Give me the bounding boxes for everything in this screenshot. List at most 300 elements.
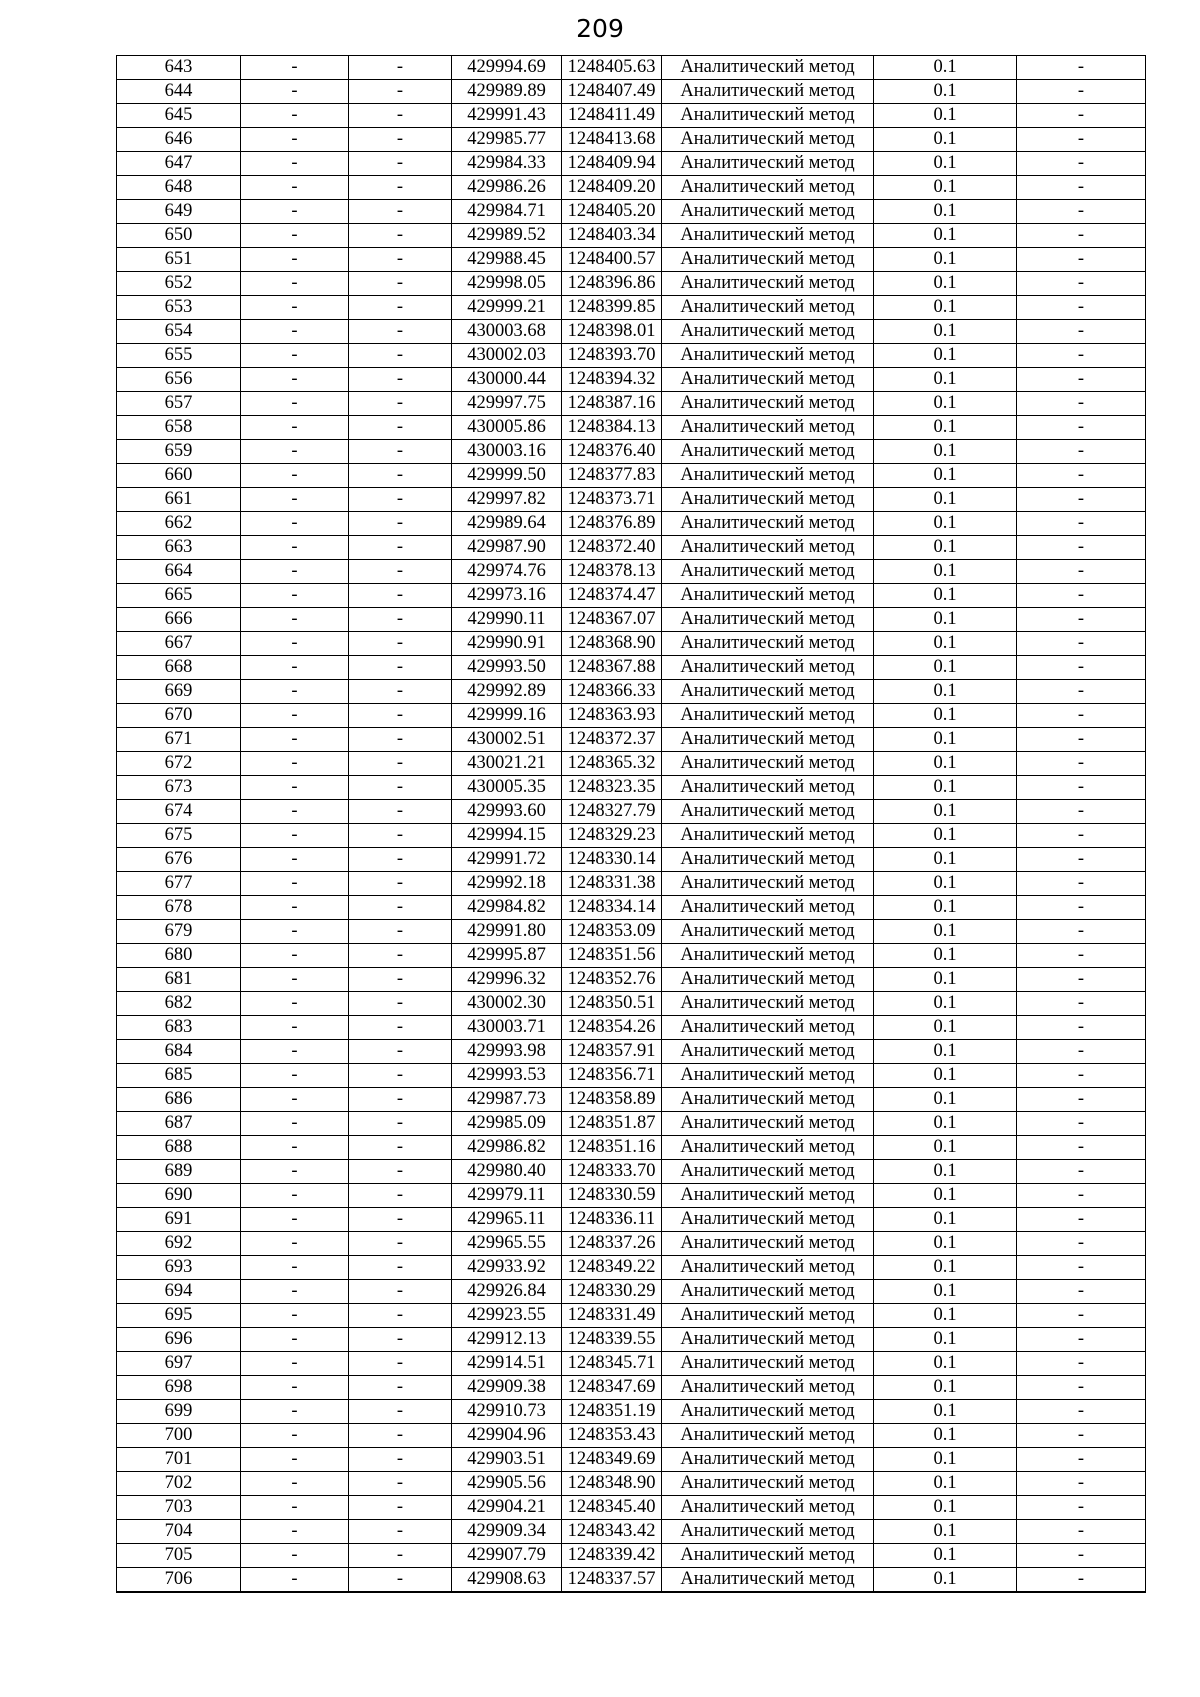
point-number-cell: 682 bbox=[117, 992, 241, 1016]
accuracy-cell: 0.1 bbox=[874, 1568, 1017, 1593]
accuracy-cell: 0.1 bbox=[874, 128, 1017, 152]
table-row bbox=[117, 1064, 1146, 1088]
accuracy-cell: 0.1 bbox=[874, 992, 1017, 1016]
dash-cell: - bbox=[349, 128, 452, 152]
y-coordinate-cell: 1248349.69 bbox=[562, 1448, 662, 1472]
accuracy-cell: 0.1 bbox=[874, 1400, 1017, 1424]
dash-cell: - bbox=[1017, 488, 1146, 512]
x-coordinate-cell: 429995.87 bbox=[452, 944, 562, 968]
dash-cell: - bbox=[241, 1304, 349, 1328]
point-number-cell: 692 bbox=[117, 1232, 241, 1256]
method-cell: Аналитический метод bbox=[662, 1568, 874, 1593]
table-row bbox=[117, 1472, 1146, 1496]
x-coordinate-cell: 429985.77 bbox=[452, 128, 562, 152]
dash-cell: - bbox=[1017, 968, 1146, 992]
point-number-cell: 695 bbox=[117, 1304, 241, 1328]
accuracy-cell: 0.1 bbox=[874, 1424, 1017, 1448]
accuracy-cell: 0.1 bbox=[874, 464, 1017, 488]
method-cell: Аналитический метод bbox=[662, 512, 874, 536]
y-coordinate-cell: 1248399.85 bbox=[562, 296, 662, 320]
accuracy-cell: 0.1 bbox=[874, 1448, 1017, 1472]
dash-cell: - bbox=[349, 1544, 452, 1568]
dash-cell: - bbox=[1017, 632, 1146, 656]
point-number-cell: 688 bbox=[117, 1136, 241, 1160]
y-coordinate-cell: 1248377.83 bbox=[562, 464, 662, 488]
accuracy-cell: 0.1 bbox=[874, 680, 1017, 704]
dash-cell: - bbox=[1017, 944, 1146, 968]
method-cell: Аналитический метод bbox=[662, 1304, 874, 1328]
dash-cell: - bbox=[1017, 824, 1146, 848]
accuracy-cell: 0.1 bbox=[874, 80, 1017, 104]
dash-cell: - bbox=[241, 1208, 349, 1232]
dash-cell: - bbox=[241, 440, 349, 464]
point-number-cell: 687 bbox=[117, 1112, 241, 1136]
table-row bbox=[117, 632, 1146, 656]
y-coordinate-cell: 1248387.16 bbox=[562, 392, 662, 416]
y-coordinate-cell: 1248353.43 bbox=[562, 1424, 662, 1448]
point-number-cell: 663 bbox=[117, 536, 241, 560]
table-row bbox=[117, 1544, 1146, 1568]
method-cell: Аналитический метод bbox=[662, 1136, 874, 1160]
accuracy-cell: 0.1 bbox=[874, 416, 1017, 440]
x-coordinate-cell: 429991.72 bbox=[452, 848, 562, 872]
method-cell: Аналитический метод bbox=[662, 968, 874, 992]
y-coordinate-cell: 1248339.55 bbox=[562, 1328, 662, 1352]
x-coordinate-cell: 429904.96 bbox=[452, 1424, 562, 1448]
table-row bbox=[117, 608, 1146, 632]
y-coordinate-cell: 1248394.32 bbox=[562, 368, 662, 392]
dash-cell: - bbox=[1017, 344, 1146, 368]
dash-cell: - bbox=[241, 608, 349, 632]
method-cell: Аналитический метод bbox=[662, 1328, 874, 1352]
y-coordinate-cell: 1248400.57 bbox=[562, 248, 662, 272]
method-cell: Аналитический метод bbox=[662, 224, 874, 248]
dash-cell: - bbox=[1017, 1544, 1146, 1568]
y-coordinate-cell: 1248393.70 bbox=[562, 344, 662, 368]
dash-cell: - bbox=[241, 920, 349, 944]
dash-cell: - bbox=[1017, 1400, 1146, 1424]
x-coordinate-cell: 429991.80 bbox=[452, 920, 562, 944]
y-coordinate-cell: 1248403.34 bbox=[562, 224, 662, 248]
x-coordinate-cell: 430005.35 bbox=[452, 776, 562, 800]
point-number-cell: 675 bbox=[117, 824, 241, 848]
method-cell: Аналитический метод bbox=[662, 704, 874, 728]
method-cell: Аналитический метод bbox=[662, 608, 874, 632]
y-coordinate-cell: 1248347.69 bbox=[562, 1376, 662, 1400]
dash-cell: - bbox=[349, 80, 452, 104]
accuracy-cell: 0.1 bbox=[874, 440, 1017, 464]
dash-cell: - bbox=[1017, 1256, 1146, 1280]
method-cell: Аналитический метод bbox=[662, 1520, 874, 1544]
x-coordinate-cell: 430003.71 bbox=[452, 1016, 562, 1040]
method-cell: Аналитический метод bbox=[662, 536, 874, 560]
point-number-cell: 690 bbox=[117, 1184, 241, 1208]
point-number-cell: 691 bbox=[117, 1208, 241, 1232]
point-number-cell: 684 bbox=[117, 1040, 241, 1064]
dash-cell: - bbox=[349, 440, 452, 464]
y-coordinate-cell: 1248368.90 bbox=[562, 632, 662, 656]
y-coordinate-cell: 1248351.16 bbox=[562, 1136, 662, 1160]
dash-cell: - bbox=[241, 752, 349, 776]
point-number-cell: 698 bbox=[117, 1376, 241, 1400]
table-row bbox=[117, 200, 1146, 224]
dash-cell: - bbox=[1017, 752, 1146, 776]
point-number-cell: 654 bbox=[117, 320, 241, 344]
dash-cell: - bbox=[241, 80, 349, 104]
accuracy-cell: 0.1 bbox=[874, 392, 1017, 416]
x-coordinate-cell: 429923.55 bbox=[452, 1304, 562, 1328]
dash-cell: - bbox=[1017, 440, 1146, 464]
dash-cell: - bbox=[241, 128, 349, 152]
dash-cell: - bbox=[241, 344, 349, 368]
point-number-cell: 705 bbox=[117, 1544, 241, 1568]
table-row bbox=[117, 176, 1146, 200]
dash-cell: - bbox=[349, 944, 452, 968]
method-cell: Аналитический метод bbox=[662, 440, 874, 464]
y-coordinate-cell: 1248356.71 bbox=[562, 1064, 662, 1088]
point-number-cell: 697 bbox=[117, 1352, 241, 1376]
dash-cell: - bbox=[241, 584, 349, 608]
point-number-cell: 646 bbox=[117, 128, 241, 152]
table-row bbox=[117, 1256, 1146, 1280]
point-number-cell: 658 bbox=[117, 416, 241, 440]
y-coordinate-cell: 1248327.79 bbox=[562, 800, 662, 824]
dash-cell: - bbox=[241, 680, 349, 704]
table-row bbox=[117, 728, 1146, 752]
y-coordinate-cell: 1248336.11 bbox=[562, 1208, 662, 1232]
y-coordinate-cell: 1248407.49 bbox=[562, 80, 662, 104]
method-cell: Аналитический метод bbox=[662, 248, 874, 272]
dash-cell: - bbox=[349, 824, 452, 848]
accuracy-cell: 0.1 bbox=[874, 800, 1017, 824]
table-row bbox=[117, 776, 1146, 800]
accuracy-cell: 0.1 bbox=[874, 1208, 1017, 1232]
method-cell: Аналитический метод bbox=[662, 1496, 874, 1520]
y-coordinate-cell: 1248330.59 bbox=[562, 1184, 662, 1208]
dash-cell: - bbox=[241, 1376, 349, 1400]
x-coordinate-cell: 429989.52 bbox=[452, 224, 562, 248]
x-coordinate-cell: 429999.21 bbox=[452, 296, 562, 320]
dash-cell: - bbox=[1017, 152, 1146, 176]
y-coordinate-cell: 1248409.94 bbox=[562, 152, 662, 176]
dash-cell: - bbox=[1017, 416, 1146, 440]
y-coordinate-cell: 1248363.93 bbox=[562, 704, 662, 728]
x-coordinate-cell: 429990.91 bbox=[452, 632, 562, 656]
x-coordinate-cell: 429993.98 bbox=[452, 1040, 562, 1064]
dash-cell: - bbox=[241, 1424, 349, 1448]
accuracy-cell: 0.1 bbox=[874, 200, 1017, 224]
dash-cell: - bbox=[241, 1040, 349, 1064]
x-coordinate-cell: 429989.64 bbox=[452, 512, 562, 536]
y-coordinate-cell: 1248351.56 bbox=[562, 944, 662, 968]
point-number-cell: 656 bbox=[117, 368, 241, 392]
dash-cell: - bbox=[1017, 1208, 1146, 1232]
x-coordinate-cell: 430002.30 bbox=[452, 992, 562, 1016]
method-cell: Аналитический метод bbox=[662, 1256, 874, 1280]
y-coordinate-cell: 1248354.26 bbox=[562, 1016, 662, 1040]
dash-cell: - bbox=[241, 1136, 349, 1160]
table-row bbox=[117, 680, 1146, 704]
y-coordinate-cell: 1248352.76 bbox=[562, 968, 662, 992]
dash-cell: - bbox=[349, 536, 452, 560]
point-number-cell: 657 bbox=[117, 392, 241, 416]
dash-cell: - bbox=[241, 632, 349, 656]
point-number-cell: 702 bbox=[117, 1472, 241, 1496]
accuracy-cell: 0.1 bbox=[874, 344, 1017, 368]
x-coordinate-cell: 430002.51 bbox=[452, 728, 562, 752]
y-coordinate-cell: 1248351.87 bbox=[562, 1112, 662, 1136]
method-cell: Аналитический метод bbox=[662, 728, 874, 752]
method-cell: Аналитический метод bbox=[662, 944, 874, 968]
point-number-cell: 649 bbox=[117, 200, 241, 224]
x-coordinate-cell: 429986.26 bbox=[452, 176, 562, 200]
dash-cell: - bbox=[1017, 608, 1146, 632]
point-number-cell: 643 bbox=[117, 56, 241, 80]
dash-cell: - bbox=[241, 1112, 349, 1136]
point-number-cell: 661 bbox=[117, 488, 241, 512]
method-cell: Аналитический метод bbox=[662, 1376, 874, 1400]
dash-cell: - bbox=[349, 992, 452, 1016]
table-row bbox=[117, 1040, 1146, 1064]
dash-cell: - bbox=[241, 704, 349, 728]
dash-cell: - bbox=[349, 1448, 452, 1472]
table-row bbox=[117, 488, 1146, 512]
point-number-cell: 679 bbox=[117, 920, 241, 944]
dash-cell: - bbox=[241, 488, 349, 512]
dash-cell: - bbox=[241, 1280, 349, 1304]
dash-cell: - bbox=[1017, 896, 1146, 920]
dash-cell: - bbox=[241, 392, 349, 416]
dash-cell: - bbox=[349, 1160, 452, 1184]
y-coordinate-cell: 1248323.35 bbox=[562, 776, 662, 800]
point-number-cell: 677 bbox=[117, 872, 241, 896]
accuracy-cell: 0.1 bbox=[874, 1328, 1017, 1352]
dash-cell: - bbox=[1017, 920, 1146, 944]
point-number-cell: 650 bbox=[117, 224, 241, 248]
accuracy-cell: 0.1 bbox=[874, 1280, 1017, 1304]
method-cell: Аналитический метод bbox=[662, 296, 874, 320]
table-row bbox=[117, 1160, 1146, 1184]
method-cell: Аналитический метод bbox=[662, 80, 874, 104]
y-coordinate-cell: 1248358.89 bbox=[562, 1088, 662, 1112]
table-row bbox=[117, 1088, 1146, 1112]
point-number-cell: 678 bbox=[117, 896, 241, 920]
dash-cell: - bbox=[349, 1472, 452, 1496]
accuracy-cell: 0.1 bbox=[874, 776, 1017, 800]
x-coordinate-cell: 429985.09 bbox=[452, 1112, 562, 1136]
x-coordinate-cell: 429988.45 bbox=[452, 248, 562, 272]
y-coordinate-cell: 1248413.68 bbox=[562, 128, 662, 152]
dash-cell: - bbox=[241, 896, 349, 920]
method-cell: Аналитический метод bbox=[662, 1544, 874, 1568]
point-number-cell: 652 bbox=[117, 272, 241, 296]
dash-cell: - bbox=[241, 320, 349, 344]
x-coordinate-cell: 429908.63 bbox=[452, 1568, 562, 1593]
x-coordinate-cell: 429984.71 bbox=[452, 200, 562, 224]
accuracy-cell: 0.1 bbox=[874, 1040, 1017, 1064]
table-row bbox=[117, 872, 1146, 896]
dash-cell: - bbox=[1017, 728, 1146, 752]
page-number: 209 bbox=[576, 14, 624, 43]
point-number-cell: 676 bbox=[117, 848, 241, 872]
method-cell: Аналитический метод bbox=[662, 680, 874, 704]
table-row bbox=[117, 848, 1146, 872]
dash-cell: - bbox=[349, 200, 452, 224]
method-cell: Аналитический метод bbox=[662, 368, 874, 392]
dash-cell: - bbox=[241, 104, 349, 128]
table-row bbox=[117, 152, 1146, 176]
dash-cell: - bbox=[241, 776, 349, 800]
table-row bbox=[117, 464, 1146, 488]
x-coordinate-cell: 430000.44 bbox=[452, 368, 562, 392]
dash-cell: - bbox=[241, 272, 349, 296]
x-coordinate-cell: 429933.92 bbox=[452, 1256, 562, 1280]
point-number-cell: 651 bbox=[117, 248, 241, 272]
dash-cell: - bbox=[349, 584, 452, 608]
dash-cell: - bbox=[1017, 1280, 1146, 1304]
table-row bbox=[117, 1448, 1146, 1472]
table-row bbox=[117, 1496, 1146, 1520]
accuracy-cell: 0.1 bbox=[874, 560, 1017, 584]
dash-cell: - bbox=[241, 1256, 349, 1280]
x-coordinate-cell: 429993.50 bbox=[452, 656, 562, 680]
dash-cell: - bbox=[349, 224, 452, 248]
method-cell: Аналитический метод bbox=[662, 128, 874, 152]
dash-cell: - bbox=[349, 1304, 452, 1328]
method-cell: Аналитический метод bbox=[662, 1208, 874, 1232]
method-cell: Аналитический метод bbox=[662, 1352, 874, 1376]
dash-cell: - bbox=[1017, 224, 1146, 248]
point-number-cell: 700 bbox=[117, 1424, 241, 1448]
x-coordinate-cell: 429992.18 bbox=[452, 872, 562, 896]
accuracy-cell: 0.1 bbox=[874, 512, 1017, 536]
point-number-cell: 681 bbox=[117, 968, 241, 992]
x-coordinate-cell: 429912.13 bbox=[452, 1328, 562, 1352]
dash-cell: - bbox=[1017, 848, 1146, 872]
method-cell: Аналитический метод bbox=[662, 488, 874, 512]
dash-cell: - bbox=[349, 632, 452, 656]
method-cell: Аналитический метод bbox=[662, 776, 874, 800]
accuracy-cell: 0.1 bbox=[874, 248, 1017, 272]
dash-cell: - bbox=[241, 824, 349, 848]
point-number-cell: 669 bbox=[117, 680, 241, 704]
x-coordinate-cell: 429994.15 bbox=[452, 824, 562, 848]
dash-cell: - bbox=[241, 1496, 349, 1520]
x-coordinate-cell: 429903.51 bbox=[452, 1448, 562, 1472]
table-row bbox=[117, 416, 1146, 440]
point-number-cell: 644 bbox=[117, 80, 241, 104]
point-number-cell: 664 bbox=[117, 560, 241, 584]
dash-cell: - bbox=[1017, 1424, 1146, 1448]
y-coordinate-cell: 1248409.20 bbox=[562, 176, 662, 200]
x-coordinate-cell: 430003.68 bbox=[452, 320, 562, 344]
table-row bbox=[117, 1352, 1146, 1376]
dash-cell: - bbox=[241, 416, 349, 440]
y-coordinate-cell: 1248345.40 bbox=[562, 1496, 662, 1520]
accuracy-cell: 0.1 bbox=[874, 224, 1017, 248]
x-coordinate-cell: 429997.82 bbox=[452, 488, 562, 512]
dash-cell: - bbox=[241, 152, 349, 176]
accuracy-cell: 0.1 bbox=[874, 584, 1017, 608]
y-coordinate-cell: 1248351.19 bbox=[562, 1400, 662, 1424]
method-cell: Аналитический метод bbox=[662, 1160, 874, 1184]
accuracy-cell: 0.1 bbox=[874, 1088, 1017, 1112]
dash-cell: - bbox=[1017, 1568, 1146, 1593]
table-row bbox=[117, 248, 1146, 272]
dash-cell: - bbox=[241, 1328, 349, 1352]
y-coordinate-cell: 1248367.88 bbox=[562, 656, 662, 680]
accuracy-cell: 0.1 bbox=[874, 752, 1017, 776]
table-row bbox=[117, 1112, 1146, 1136]
method-cell: Аналитический метод bbox=[662, 1064, 874, 1088]
accuracy-cell: 0.1 bbox=[874, 1520, 1017, 1544]
dash-cell: - bbox=[241, 368, 349, 392]
method-cell: Аналитический метод bbox=[662, 560, 874, 584]
dash-cell: - bbox=[1017, 1232, 1146, 1256]
table-row bbox=[117, 992, 1146, 1016]
accuracy-cell: 0.1 bbox=[874, 1472, 1017, 1496]
dash-cell: - bbox=[241, 1544, 349, 1568]
point-number-cell: 701 bbox=[117, 1448, 241, 1472]
method-cell: Аналитический метод bbox=[662, 896, 874, 920]
dash-cell: - bbox=[241, 1160, 349, 1184]
accuracy-cell: 0.1 bbox=[874, 824, 1017, 848]
table-row bbox=[117, 800, 1146, 824]
method-cell: Аналитический метод bbox=[662, 320, 874, 344]
x-coordinate-cell: 429965.55 bbox=[452, 1232, 562, 1256]
dash-cell: - bbox=[1017, 128, 1146, 152]
point-number-cell: 668 bbox=[117, 656, 241, 680]
method-cell: Аналитический метод bbox=[662, 1472, 874, 1496]
dash-cell: - bbox=[1017, 1112, 1146, 1136]
dash-cell: - bbox=[349, 1376, 452, 1400]
dash-cell: - bbox=[349, 680, 452, 704]
x-coordinate-cell: 429997.75 bbox=[452, 392, 562, 416]
dash-cell: - bbox=[349, 1280, 452, 1304]
x-coordinate-cell: 429974.76 bbox=[452, 560, 562, 584]
x-coordinate-cell: 429909.38 bbox=[452, 1376, 562, 1400]
y-coordinate-cell: 1248343.42 bbox=[562, 1520, 662, 1544]
table-row bbox=[117, 56, 1146, 80]
method-cell: Аналитический метод bbox=[662, 1400, 874, 1424]
dash-cell: - bbox=[349, 512, 452, 536]
dash-cell: - bbox=[241, 1088, 349, 1112]
dash-cell: - bbox=[1017, 560, 1146, 584]
point-number-cell: 706 bbox=[117, 1568, 241, 1593]
x-coordinate-cell: 429905.56 bbox=[452, 1472, 562, 1496]
dash-cell: - bbox=[1017, 1520, 1146, 1544]
dash-cell: - bbox=[349, 1208, 452, 1232]
table-row bbox=[117, 824, 1146, 848]
x-coordinate-cell: 429987.73 bbox=[452, 1088, 562, 1112]
dash-cell: - bbox=[241, 1568, 349, 1593]
method-cell: Аналитический метод bbox=[662, 848, 874, 872]
dash-cell: - bbox=[349, 464, 452, 488]
dash-cell: - bbox=[349, 968, 452, 992]
accuracy-cell: 0.1 bbox=[874, 1184, 1017, 1208]
dash-cell: - bbox=[241, 1472, 349, 1496]
dash-cell: - bbox=[241, 1232, 349, 1256]
point-number-cell: 665 bbox=[117, 584, 241, 608]
y-coordinate-cell: 1248405.63 bbox=[562, 56, 662, 80]
dash-cell: - bbox=[349, 1568, 452, 1593]
method-cell: Аналитический метод bbox=[662, 632, 874, 656]
dash-cell: - bbox=[1017, 512, 1146, 536]
method-cell: Аналитический метод bbox=[662, 920, 874, 944]
y-coordinate-cell: 1248378.13 bbox=[562, 560, 662, 584]
method-cell: Аналитический метод bbox=[662, 872, 874, 896]
dash-cell: - bbox=[1017, 1136, 1146, 1160]
